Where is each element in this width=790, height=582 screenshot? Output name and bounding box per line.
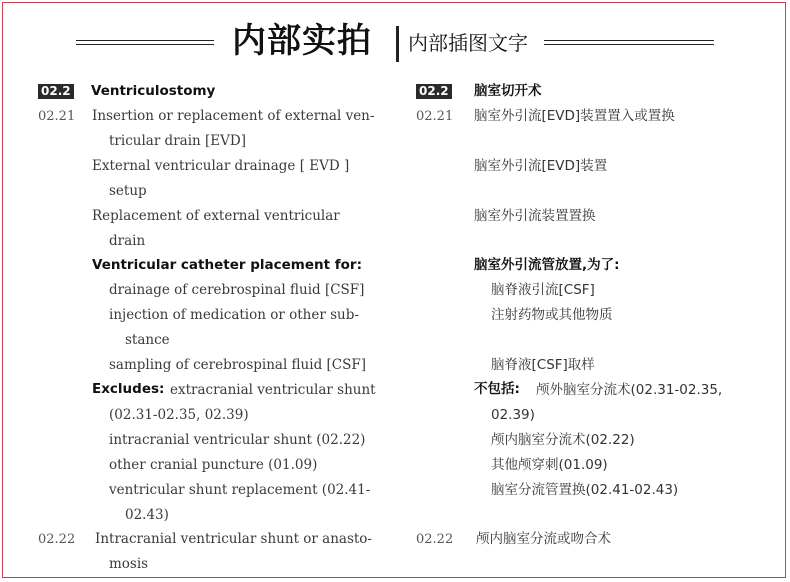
entry-line: Insertion or replacement of external ven-	[92, 108, 375, 124]
entry-heading: Ventricular catheter placement for:	[92, 257, 362, 273]
code-number: 02.22	[416, 532, 454, 547]
entry-line: 02.43)	[125, 507, 169, 523]
entry-line: 其他颅穿刺(01.09)	[491, 457, 608, 473]
entry-line: 脑脊液引流[CSF]	[491, 282, 595, 298]
page-subtitle: 内部插图文字	[408, 31, 528, 55]
entry-line: mosis	[109, 556, 149, 572]
section-code-badge-zh: 02.2	[416, 84, 452, 99]
entry-line: Intracranial ventricular shunt or anasto-	[95, 531, 372, 547]
entry-line: 脑脊液[CSF]取样	[491, 357, 595, 373]
entry-line: 颅内脑室分流术(02.22)	[491, 432, 635, 448]
entry-line: setup	[109, 183, 147, 199]
entry-line: 颅内脑室分流或吻合术	[476, 531, 611, 547]
entry-line: intracranial ventricular shunt (02.22)	[109, 432, 366, 448]
entry-line: ventricular shunt replacement (02.41-	[109, 482, 371, 498]
header-rule-right	[544, 40, 714, 45]
section-title-zh: 脑室切开术	[474, 83, 542, 99]
entry-line: sampling of cerebrospinal fluid [CSF]	[109, 357, 366, 373]
entry-line: Replacement of external ventricular	[92, 208, 340, 224]
entry-line: 注射药物或其他物质	[491, 307, 613, 323]
header-rule-left	[76, 40, 214, 45]
page-title: 内部实拍	[232, 21, 372, 61]
code-number: 02.21	[38, 109, 76, 124]
section-title-en: Ventriculostomy	[91, 83, 216, 99]
entry-line: stance	[125, 332, 170, 348]
entry-line: 脑室外引流装置置换	[474, 208, 596, 224]
entry-line: other cranial puncture (01.09)	[109, 457, 318, 473]
entry-line: drainage of cerebrospinal fluid [CSF]	[109, 282, 365, 298]
entry-line: 脑室外引流[EVD]装置置入或置换	[474, 108, 675, 124]
entry-line: injection of medication or other sub-	[109, 307, 359, 323]
code-number: 02.22	[38, 532, 76, 547]
code-number: 02.21	[416, 109, 454, 124]
entry-line: 02.39)	[491, 407, 535, 423]
excludes-label: 不包括:	[474, 381, 520, 397]
entry-line: 颅外脑室分流术(02.31-02.35,	[536, 382, 723, 398]
entry-line: 脑室分流管置换(02.41-02.43)	[491, 482, 679, 498]
entry-line: (02.31-02.35, 02.39)	[109, 407, 249, 423]
entry-line: extracranial ventricular shunt	[170, 382, 376, 398]
entry-heading: 脑室外引流管放置,为了:	[474, 257, 620, 273]
entry-line: External ventricular drainage [ EVD ]	[92, 158, 350, 174]
entry-line: 脑室外引流[EVD]装置	[474, 158, 608, 174]
header-separator	[396, 26, 399, 62]
entry-line: drain	[109, 233, 146, 249]
entry-line: tricular drain [EVD]	[109, 133, 246, 149]
excludes-label: Excludes:	[92, 381, 165, 397]
section-code-badge-en: 02.2	[38, 84, 74, 99]
